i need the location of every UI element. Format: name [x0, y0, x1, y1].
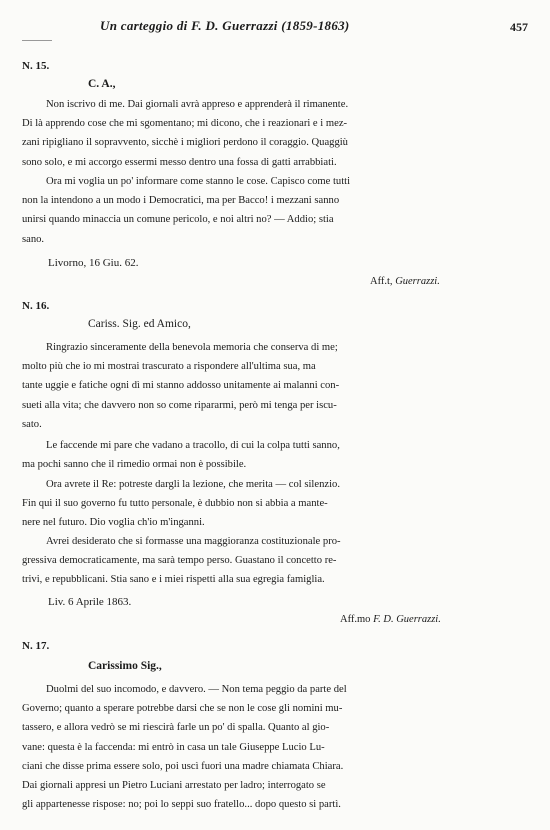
- text-line: Dai giornali appresi un Pietro Luciani arrestato per ladro; interrogato se: [22, 779, 326, 791]
- text-line: Ora avrete il Re: potreste dargli la lezione, che merita — col silenzio.: [46, 479, 340, 490]
- text-line: gli appartenesse rispose: no; poi lo seppi suo fratello... dopo questo si partì.: [22, 799, 341, 811]
- text-line: Fin qui il suo governo fu tutto personale, è dubbio non si abbia a mante-: [22, 498, 328, 510]
- letter-paragraph: [22, 475, 492, 533]
- text-line: Di là apprendo cose che mi sgomentano; mi dicono, che i reazionari e i mez-: [22, 118, 348, 130]
- signature: [340, 614, 441, 625]
- text-line: Ringrazio sinceramente della benevola memoria che conserva di me;: [46, 342, 338, 353]
- letter-salutation: C. A.,: [88, 78, 116, 90]
- text-line: Duolmi del suo incomodo, e davvero. — Non tema peggio da parte del: [46, 684, 347, 695]
- text-line: Ora mi voglia un po' informare come stanno le cose. Capisco come tutti: [46, 176, 351, 187]
- letter-number: N. 17.: [22, 640, 50, 652]
- text-line: nere nel futuro. Dio voglia ch'io m'inganni.: [22, 517, 205, 529]
- letter-paragraph: [22, 172, 492, 249]
- text-line: sono solo, e mi accorgo essermi messo dentro una fossa di gatti arrabbiati.: [22, 156, 337, 168]
- text-line: tassero, e allora vedrò se mi riescirà farle un po' di spalla. Quanto al gio-: [22, 722, 330, 734]
- running-title: Un carteggio di F. D. Guerrazzi (1859-1863): [100, 18, 350, 33]
- text-line: sueti alla vita; che davvero non so come ripararmi, però mi tenga per iscu-: [22, 399, 337, 411]
- letter-paragraph: [22, 338, 492, 434]
- signature-prefix: Aff.t,: [370, 276, 393, 287]
- text-line: non la intendono a un modo i Democratici, ma per Bacco! i mezzani sanno: [22, 195, 340, 207]
- text-line: ma pochi sanno che il rimedio ormai non è possibile.: [22, 459, 247, 471]
- text-line: tante uggie e fatiche ogni dì mi stanno addosso unitamente ai malanni con-: [22, 380, 340, 392]
- letter-paragraph: [22, 680, 492, 814]
- letter-number: N. 15.: [22, 60, 50, 72]
- text-line: Governo; quanto a sperare potrebbe darsi che se non le cose gli nomini mu-: [22, 703, 343, 715]
- text-line: molto più che io mi mostrai trascurato a rispondere all'ultima sua, ma: [22, 361, 316, 373]
- letter-paragraph: [22, 436, 492, 474]
- text-line: unirsi quando minaccia un comune pericolo, e noi altri no? — Addio; stia: [22, 214, 334, 226]
- letter-paragraph: [22, 95, 492, 172]
- place-date: Liv. 6 Aprile 1863.: [48, 596, 132, 608]
- text-line: Non iscrivo di me. Dai giornali avrà appreso e apprenderà il rimanente.: [46, 99, 349, 110]
- page-number: 457: [510, 20, 528, 34]
- letter-number: N. 16.: [22, 300, 50, 312]
- text-line: Le faccende mi pare che vadano a tracollo, di cui la colpa tutti sanno,: [46, 440, 340, 451]
- text-line: sano.: [22, 233, 45, 245]
- place-date: Livorno, 16 Giu. 62.: [48, 257, 139, 269]
- signature-name: Guerrazzi.: [395, 276, 440, 287]
- letter-paragraph: [22, 532, 492, 590]
- text-line: vane: questa è la faccenda: mi entrò in casa un tale Giuseppe Lucio Lu-: [22, 741, 325, 753]
- text-line: zani ripigliano il sopravvento, sicchè i migliori perdono il coraggio. Quaggiù: [22, 137, 348, 149]
- signature-name: F. D. Guerrazzi.: [373, 614, 441, 625]
- letter-salutation: Carissimo Sig.,: [88, 660, 162, 672]
- signature-prefix: Aff.mo: [340, 614, 371, 625]
- text-line: gressiva democraticamente, ma sarà tempo perso. Guastano il concetto re-: [22, 555, 337, 567]
- text-line: ciani che disse prima essere solo, poi uscì fuori una madre chiamata Chiara.: [22, 760, 344, 772]
- header-rule: [22, 40, 52, 41]
- letter-salutation: Cariss. Sig. ed Amico,: [88, 318, 191, 330]
- text-line: trivi, e repubblicani. Stia sano e i miei rispetti alla sua egregia famiglia.: [22, 574, 325, 586]
- text-line: Avrei desiderato che si formasse una maggioranza costituzionale pro-: [46, 536, 341, 547]
- text-line: sato.: [22, 418, 42, 430]
- signature: [370, 276, 440, 287]
